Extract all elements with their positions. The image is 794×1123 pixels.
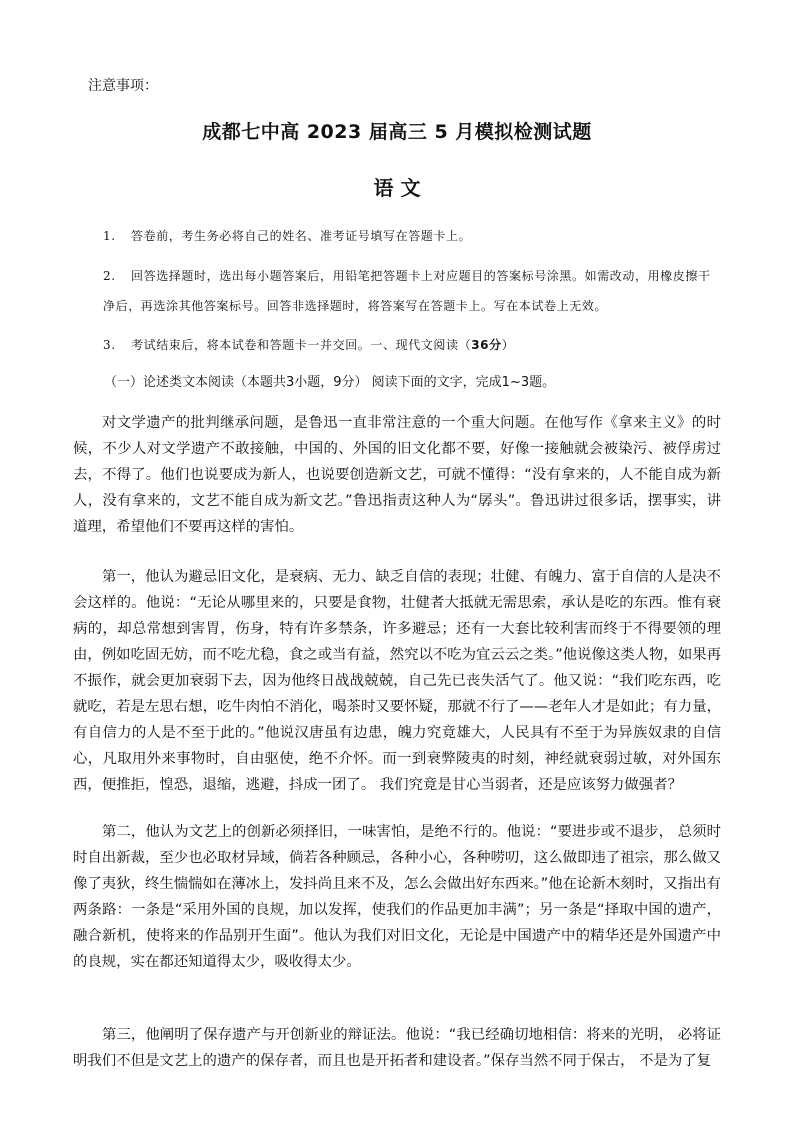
section-heading: （一）论述类文本阅读（本题共3小题，9分） 阅读下面的文字，完成1~3题。 (104, 375, 556, 390)
notice-label: 注意事项： (88, 78, 158, 94)
instruction-item (103, 330, 723, 360)
body-paragraph: 第二，他认为文艺上的创新必须择旧，一味害怕，是绝不行的。他说：“要进步或不退步， 总须时时自出新裁，至少也必取材异域，倘若各种顾忌，各种小心，各种唠叨，这么做即违了祖宗，那么做又像了夷狄，终生惴惴如在薄冰上，发抖尚且来不及，怎么会做出好东西来。”他在论新木刻时，又指出有两条路：一条是“采用外国的良规，加以发挥，使我们的作品更加丰满”；另一条是“择取中国的遗产，融合新机，使将来的作品别开生面”。他认为我们对旧文化，无论是中国遗产中的精华还是外国遗产中的良规，实在都还知道得太少，吸收得太少。 (73, 824, 721, 970)
instruction-item (103, 221, 723, 251)
instruction-text: 回答选择题时，选出每小题答案后，用铅笔把答题卡上对应题目的答案标号涂黑。如需改动，用橡皮擦干净后，再选涂其他答案标号。回答非选择题时，将答案写在答题卡上。写在本试卷上无效。 (103, 269, 711, 313)
instruction-number: 3. (103, 338, 116, 352)
body-paragraph: 第一，他认为避忌旧文化，是衰病、无力、缺乏自信的表现；壮健、有魄力、富于自信的人是决不会这样的。他说：“无论从哪里来的，只要是食物，壮健者大抵就无需思索，承认是吃的东西。惟有衰病的，却总常想到害胃，伤身，特有许多禁条，许多避忌；还有一大套比较利害而终于不得要领的理由，例如吃固无妨，而不吃尤稳，食之或当有益，然究以不吃为宜云云之类。”他说像这类人物，如果再不振作，就会更加衰弱下去，因为他终日战战兢兢，自己先已丧失活气了。他又说：“我们吃东西，吃就吃，若是左思右想，吃牛肉怕不消化，喝茶时又要怀疑，那就不行了——老年人才是如此；有力量，有自信力的人是不至于此的。”他说汉唐虽有边患，魄力究竟雄大，人民具有不至于为异族奴隶的自信心，凡取用外来事物时，自由驱使，绝不介怀。而一到衰弊陵夷的时刻，神经就衰弱过敏，对外国东西，便推拒，惶恐，退缩，逃避，抖成一团了。 我们究竟是甘心当弱者，还是应该努力做强者？ (73, 569, 721, 793)
instruction-text: 考试结束后，将本试卷和答题卡一并交回。一、现代文阅读（ (131, 338, 472, 352)
body-paragraph: 对文学遗产的批判继承问题，是鲁迅一直非常注意的一个重大问题。在他写作《拿来主义》的时候，不少人对文学遗产不敢接触，中国的、外国的旧文化都不要，好像一接触就会被染污、被俘虏过去，不得了。他们也说要成为新人，也说要创造新文艺，可就不懂得：“没有拿来的，人不能自成为新人，没有拿来的，文艺不能自成为新文艺。”鲁迅指责这种人为“孱头”。鲁迅讲过很多话，摆事实，讲道理，希望他们不要再这样的害怕。 (73, 415, 721, 535)
instruction-item (103, 261, 723, 321)
instruction-number: 2. (103, 269, 116, 283)
body-paragraph: 第三，他阐明了保存遗产与开创新业的辩证法。他说：“我已经确切地相信：将来的光明， 必将证明我们不但是文艺上的遗产的保存者，而且也是开拓者和建设者。”保存当然不同于保古， 不是为了复 (73, 1027, 721, 1069)
exam-title: 成都七中高 2023 届高三 5 月模拟检测试题 (202, 121, 592, 143)
instruction-text: 答卷前，考生务必将自己的姓名、准考证号填写在答题卡上。 (131, 229, 472, 243)
score-total: 36分 (471, 338, 502, 352)
subject-heading: 语 文 (373, 176, 421, 200)
instruction-tail: ） (501, 338, 515, 352)
instruction-number: 1. (103, 229, 116, 243)
